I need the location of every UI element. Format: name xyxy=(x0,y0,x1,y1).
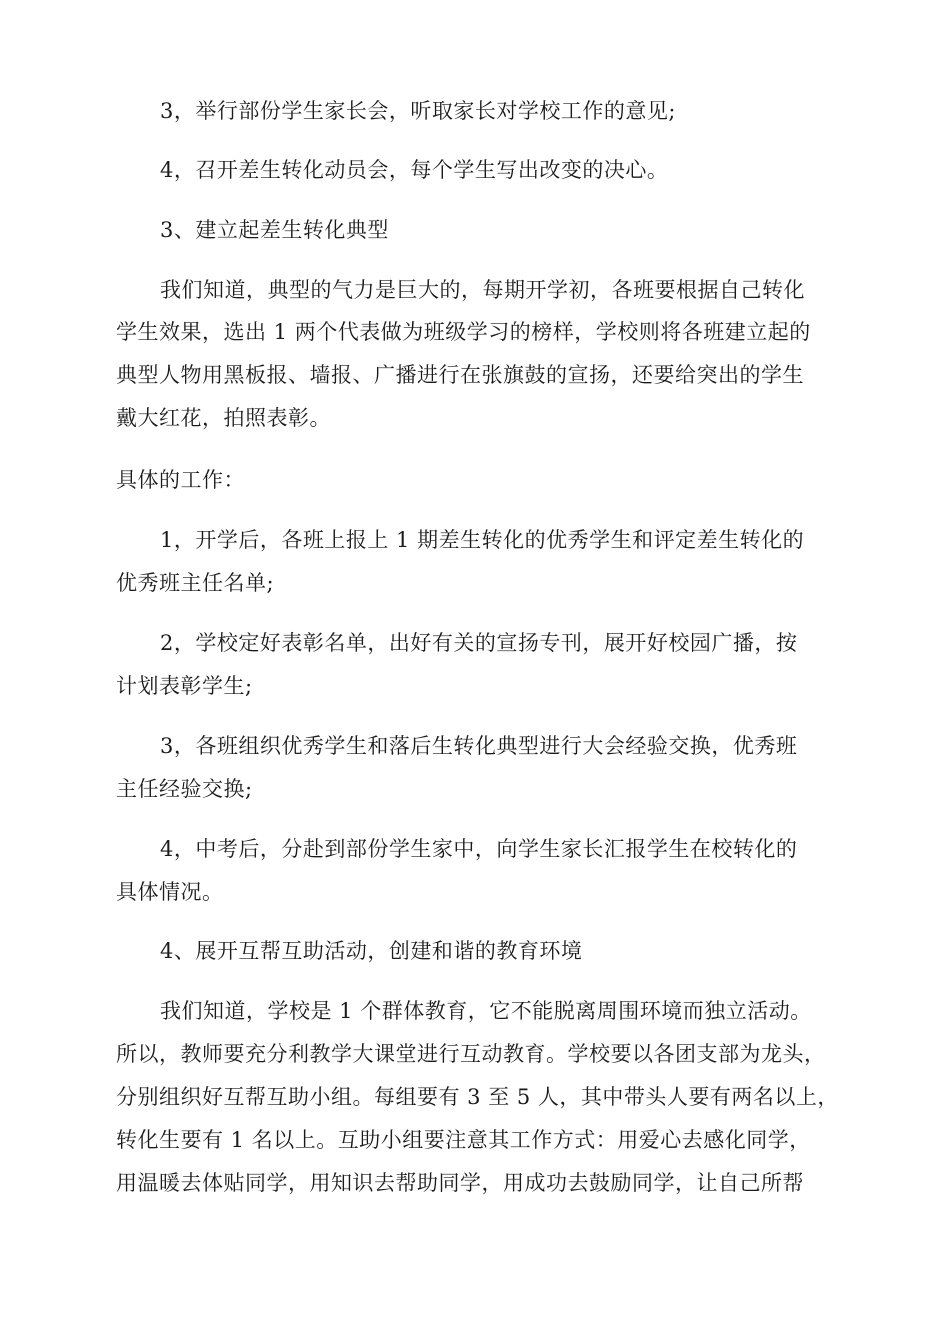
paragraph-line: 我们知道，典型的气力是巨大的，每期开学初，各班要根据自己转化 xyxy=(160,278,805,302)
paragraph-line: 主任经验交换; xyxy=(116,777,253,801)
paragraph-line: 1，开学后，各班上报上 1 期差生转化的优秀学生和评定差生转化的 xyxy=(160,528,805,552)
paragraph-line: 转化生要有 1 名以上。互助小组要注意其工作方式：用爱心去感化同学， xyxy=(116,1128,811,1152)
paragraph-line: 我们知道，学校是 1 个群体教育，它不能脱离周围环境而独立活动。 xyxy=(160,999,812,1023)
paragraph-line: 戴大红花，拍照表彰。 xyxy=(116,406,331,430)
section-heading: 4、展开互帮互助活动，创建和谐的教育环境 xyxy=(160,939,583,963)
paragraph-line: 用温暖去体贴同学，用知识去帮助同学，用成功去鼓励同学，让自己所帮 xyxy=(116,1171,804,1195)
paragraph-line: 3，举行部份学生家长会，听取家长对学校工作的意见; xyxy=(160,99,676,123)
paragraph-line: 优秀班主任名单; xyxy=(116,571,275,595)
paragraph-line: 学生效果，选出 1 两个代表做为班级学习的榜样，学校则将各班建立起的 xyxy=(116,320,811,344)
paragraph-line: 所以，教师要充分利教学大课堂进行互动教育。学校要以各团支部为龙头， xyxy=(116,1042,826,1066)
paragraph-line: 计划表彰学生; xyxy=(116,674,253,698)
paragraph-line: 2，学校定好表彰名单，出好有关的宣扬专刊，展开好校园广播，按 xyxy=(160,631,798,655)
paragraph-line: 4，召开差生转化动员会，每个学生写出改变的决心。 xyxy=(160,158,669,182)
paragraph-line: 典型人物用黑板报、墙报、广播进行在张旗鼓的宣扬，还要给突出的学生 xyxy=(116,363,804,387)
paragraph-line: 3，各班组织优秀学生和落后生转化典型进行大会经验交换，优秀班 xyxy=(160,734,798,758)
paragraph-line: 具体的工作： xyxy=(116,468,245,492)
paragraph-line: 4，中考后，分赴到部份学生家中，向学生家长汇报学生在校转化的 xyxy=(160,837,798,861)
paragraph-line: 具体情况。 xyxy=(116,880,224,904)
section-heading: 3、建立起差生转化典型 xyxy=(160,218,389,242)
paragraph-line: 分别组织好互帮互助小组。每组要有 3 至 5 人，其中带头人要有两名以上， xyxy=(116,1085,839,1109)
